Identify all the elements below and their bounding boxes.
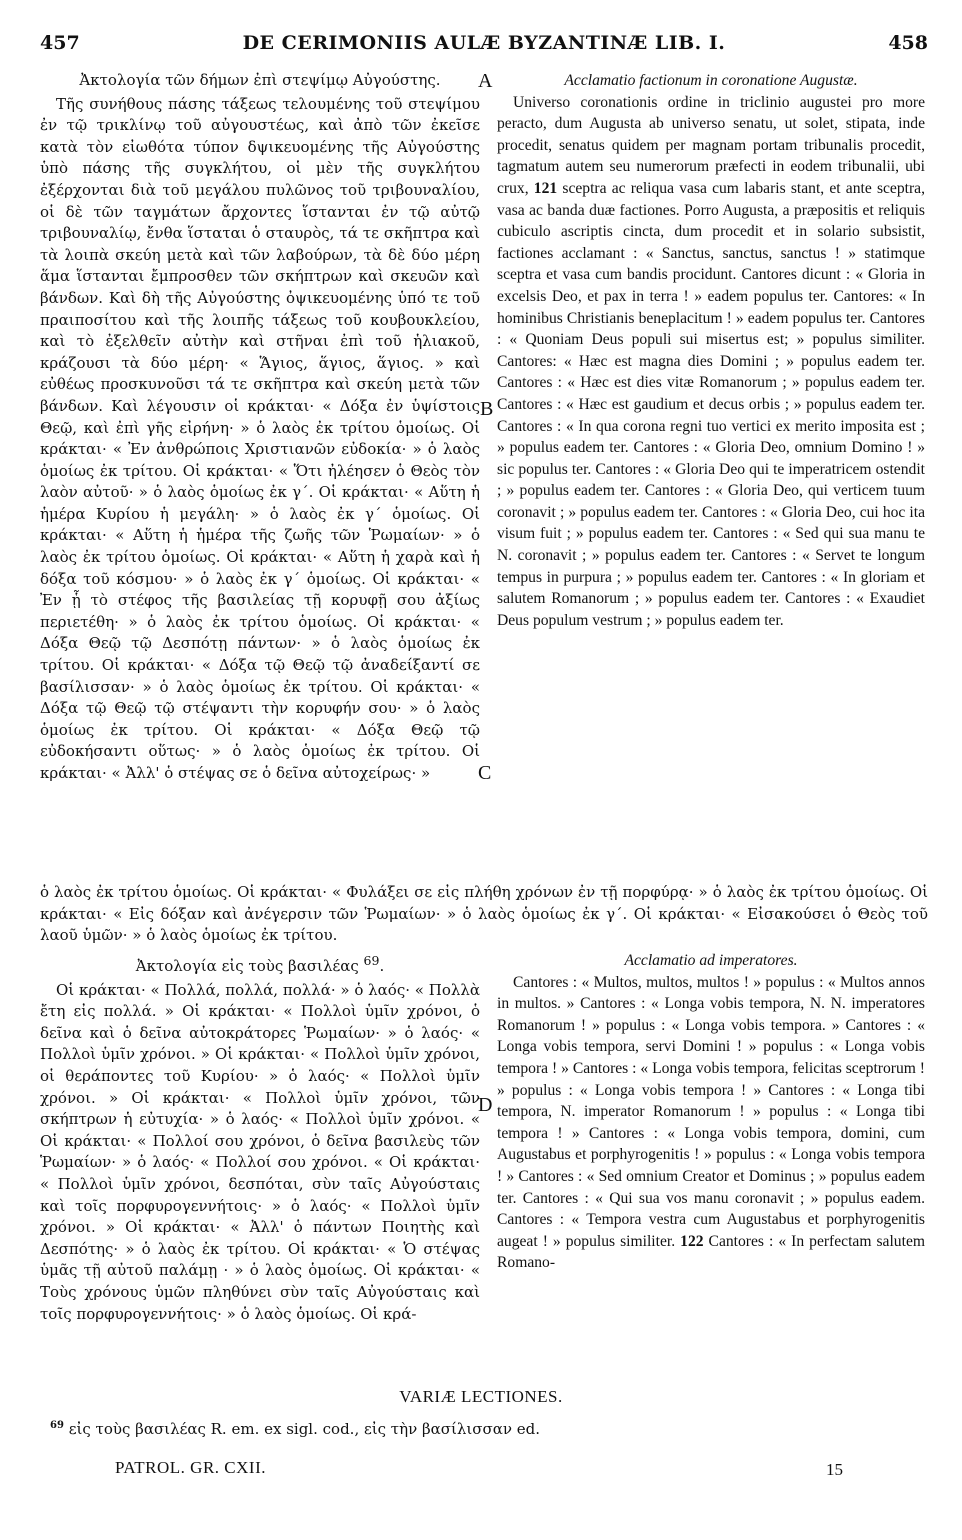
running-title: DE CERIMONIIS AULÆ BYZANTINÆ LIB. I. (242, 32, 726, 54)
greek-paragraph-augusta: Τῆς συνήθους πάσης τάξεως τελουμένης τοῦ στεψίμου ἐν τῷ τρικλίνῳ τοῦ αὐγουστέως, καὶ ἀπὸ τῶν ἐκεῖσε κατὰ τὸν εἰωθότα τύπον δψικευομένης τῆς Αὐγούστης ὑπὸ πάσης τῆς συγκλήτου, οἱ μὲν τῆς συγκλήτου ἐξέρχονται διὰ τοῦ μεγάλου πυλῶνος τοῦ τριβουναλίου, οἱ δὲ τῶν ταγμάτων ἄρχοντες ἵστανται ἐν τῷ αὐτῷ τριβουναλίῳ, ἔνθα ἵσταται ὁ σταυρὸς, τά τε σκῆπτρα καὶ τὰ λοιπὰ σκεύη μετὰ καὶ τῶν λαβούρων, τὰ δὲ δύο μέρη ἅμα ἵστανται ἔμπροσθεν τῶν σκήπτρων καὶ σκευῶν καὶ βάνδων. Καὶ δὴ τῆς Αὐγούστης ὀψικευομένης ὑπό τε τοῦ πραιποσίτου καὶ τῆς λοιπῆς τάξεως τοῦ κουβουκλείου, καὶ τὸ ἐξελθεῖν αὐτὴν καὶ στῆναι ἐπὶ τοῦ ἡλιακοῦ, κράζουσι τὰ δύο μέρη· « Ἅγιος, ἅγιος, ἅγιος. » καὶ εὐθέως προσκυνοῦσι τά τε σκῆπτρα καὶ σκεύη μετὰ τῶν βάνδων. Καὶ λέγουσιν οἱ κράκται· « Δόξα ἐν ὑψίστοις Θεῷ, καὶ ἐπὶ γῆς εἰρήνη· » ὁ λαὸς ἐκ τρίτου ὁμοίως. Οἱ κράκται· « Ἐν ἀνθρώποις Χριστιανῶν εὐδοκία· » ὁ λαὸς ὁμοίως ἐκ τρίτου. Οἱ κράκται· « Ὅτι ἠλέησεν ὁ Θεὸς τὸν λαὸν αὐτοῦ· » ὁ λαὸς ὁμοίως ἐκ γ΄. Οἱ κράκται· « Αὕτη ἡ ἡμέρα Κυρίου ἡ μεγάλη· » ὁ λαὸς ἐκ γ΄ ὁμοίως. Οἱ κράκται· « Αὕτη ἡ ἡμέρα τῆς ζωῆς τῶν Ῥωμαίων· » ὁ λαὸς ἐκ τρίτου ὁμοίως. Οἱ κράκται· « Αὕτη ἡ χαρὰ καὶ ἡ δόξα τοῦ κόσμου· » ὁ λαὸς ἐκ γ΄ ὁμοίως. Οἱ κράκται· « Ἐν ᾗ τὸ στέφος τῆς βασιλείας τῇ κορυφῇ σου ἀξίως περιετέθη· » ὁ λαὸς ἐκ τρίτου ὁμοίως. Οἱ κράκται· « Δόξα Θεῷ τῷ Δεσπότῃ πάντων· » ὁ λαὸς ὁμοίως ἐκ τρίτου. Οἱ κράκται· « Δόξα τῷ Θεῷ τῷ ἀναδείξαντί σε βασίλισσαν· » ὁ λαὸς ὁμοίως ἐκ τρίτου. Οἱ κράκται· « Δόξα τῷ Θεῷ τῷ στέψαντι τὴν κορυφήν σου· » ὁ λαὸς ὁμοίως ἐκ τρίτου. Οἱ κράκται· « Δόξα Θεῷ τῷ εὐδοκήσαντι οὕτως· » ὁ λαὸς ὁμοίως ἐκ τρίτου. Οἱ κράκται· « Ἀλλ' ὁ στέψας σε ὁ δεῖνα αὐτοχείρως· » (40, 94, 480, 782)
full-width-greek-line: ὁ λαὸς ἐκ τρίτου ὁμοίως. Οἱ κράκται· « Φυλάξει σε εἰς πλήθη χρόνων ἐν τῇ πορφύρᾳ· » ὁ λαὸς ἐκ τρίτου ὁμοίως. Οἱ κράκται· « Εἰς δόξαν καὶ ἀνέγερσιν τῶν Ῥωμαίων· » ὁ λαὸς ὁμοίως ἐκ γ΄. Οἱ κράκται· « Εἰσακούσει ὁ Θεὸς τοῦ λαοῦ ὑμῶν· » ὁ λαὸς ὁμοίως ἐκ τρίτου. (40, 883, 928, 945)
latin-paragraph-part: sceptra ac reliqua vasa cum labaris stant, et ante sceptra, vasa ac banda duæ factiones. Porro Augusta, a præpositis et reliquis cubiculo ascriptis cincta, dum procedit et in solario subsistit, factiones acclamant : « Sanctus, sanctus, sanctus ! » statimque sceptra et vasa cum bandis procidunt. Cantores dicunt : « Gloria in excelsis Deo, et pax in terra ! » eadem populus ter. Cantores: « In hominibus Christianis beneplacitum ! » eadem populus ter. Cantores : « Quoniam Deus populi sui misertus est; » populus similiter. Cantores: « Hæc est magna dies Domini ; » populus eadem ter. Cantores : « Hæc est dies vitæ Romanorum ; » populus eadem ter. Cantores : « Hæc est gaudium et decus orbis ; » populus eadem ter. Cantores : « In qua corona regni tuo vertici ex merito imposita est ; » populus eadem ter. Cantores : « Gloria Deo, omnium Domino ! » sic populus ter. Cantores : « Gloria Deo qui te imperatricem ostendit ; » populus eadem ter. Cantores : « Gloria Deo, qui verticem tuum coronavit ; » populus eadem ter. Cantores : « Gloria Deo, cui hoc ita visum fuit ; » populus eadem ter. Cantores : « Sed qui sua manu te N. coronavit ; » populus eadem ter. Cantores : « Servet te longum tempus in purpura ; » populus eadem ter. Cantores : « In gloriam et salutem Romanorum ; » populus eadem ter. Cantores : « Exaudiet Deus populum vestrum ; » populus eadem ter. (497, 179, 925, 629)
variae-lectiones-note (50, 1420, 900, 1438)
footnote-ref-69: 69 (363, 953, 380, 968)
latin-paragraph-augusta (497, 92, 925, 632)
page-number-right: 458 (888, 32, 928, 54)
latin-paragraph-part: Cantores : « Multos, multos, multos ! » populus : « Multos annos in multos. » Cantores : « Longa vobis tempora, N. N. imperatores Romanorum ! » populus : « Longa vobis tempora. » Cantores : « Longa vobis tempora, servi Domini ! » populus : « Longa vobis tempora ! » Cantores : « Longa vobis tempora, felicitas sceptrorum ! » populus : « Longa vobis tempora ! » Cantores : « Longa tibi tempora, N. imperator Romanorum ! » populus : « Longa tibi tempora ! » Cantores : « Longa vobis tempora, domini, cum Augustabus et porphyrogenitis ! » populus : « Longa vobis tempora ! » Cantores : « Sed omnium Creator et Dominus ; » populus eadem ter. Cantores : « Qui sua vos manu coronavit ; » populus eadem. Cantores : « Tempora vestra cum Augustabus et porphyrogenitis augeat ! » populus similiter. (497, 973, 925, 1250)
latin-column (497, 70, 925, 631)
greek-heading-augusta: Ἀκτολογία τῶν δήμων ἐπὶ στεψίμῳ Αὐγούστης. (79, 71, 441, 89)
greek-paragraph-emperors: Οἱ κράκται· « Πολλά, πολλά, πολλά· » ὁ λαός· « Πολλὰ ἔτη εἰς πολλά. » Οἱ κράκται· « Πολλοὶ ὑμῖν χρόνοι, ὁ δεῖνα καὶ ὁ δεῖνα αὐτοκράτορες Ῥωμαίων· » ὁ λαός· « Πολλοὶ ὑμῖν χρόνοι. » Οἱ κράκται· « Πολλοὶ ὑμῖν χρόνοι, οἱ θεράποντες τοῦ Κυρίου· » ὁ λαός· « Πολλοὶ ὑμῖν χρόνοι. » Οἱ κράκται· « Πολλοὶ ὑμῖν χρόνοι, τῶν σκήπτρων ἡ εὐτυχία· » ὁ λαός· « Πολλοὶ ὑμῖν χρόνοι. « Οἱ κράκται· « Πολλοί σου χρόνοι, ὁ δεῖνα βασιλεὺς τῶν Ῥωμαίων· » ὁ λαός· « Πολλοί σου χρόνοι. « Οἱ κράκται· « Πολλοὶ ὑμῖν χρόνοι, δεσπόται, σὺν ταῖς Αὐγούσταις καὶ τοῖς πορφυρογεννήτοις· » ὁ λαός· « Πολλοὶ ὑμῖν χρόνοι. » Οἱ κράκται· « Ἀλλ' ὁ πάντων Ποιητὴς καὶ Δεσπότης· » ὁ λαὸς ἐκ τρίτου. Οἱ κράκται· « Ὁ στέψας ὑμᾶς τῇ αὐτοῦ παλάμῃ · » ὁ λαὸς ὁμοίως. Οἱ κράκται· « Τοὺς χρόνους ὑμῶν πληθύνει σὺν ταῖς Αὐγούσταις καὶ τοῖς πορφυρογεννήτοις· » ὁ λαὸς ὁμοίως. Οἱ κρά- (40, 980, 480, 1323)
margin-marker-a: A (478, 70, 493, 92)
page-footer (40, 1458, 928, 1486)
latin-paragraph-part: Cantores : « In perfectam salutem Romano- (497, 1232, 925, 1272)
margin-marker-c: C (478, 762, 492, 784)
greek-heading-text: Ἀκτολογία εἰς τοὺς βασιλέας (135, 957, 359, 975)
greek-heading-emperors: Ἀκτολογία εἰς τοὺς βασιλέας $^{69}$. (135, 953, 385, 975)
note-text: εἰς τοὺς βασιλέας R. em. ex sigl. cod., εἰς τὴν βασίλισσαν ed. (68, 1420, 541, 1438)
signature-number: 15 (826, 1460, 843, 1479)
patrologia-volume: PATROL. GR. CXII. (115, 1458, 266, 1477)
column-number-122: 122 (680, 1232, 704, 1250)
latin-paragraph-emperors (497, 972, 925, 1274)
latin-paragraph-part: Universo coronationis ordine in triclinio augustei pro more peracto, dum Augusta ab universo senatu, ut solet, stipata, inde procedit, senatus quidem per magnam portam tribunalis procedit, tagmatum autem seu numerorum præfecti in eodem tribunalii, ubi crux, (497, 93, 925, 197)
latin-heading-emperors: Acclamatio ad imperatores. (624, 952, 798, 969)
page-header (40, 32, 928, 60)
margin-marker-d: D (478, 1094, 493, 1116)
variae-lectiones-title: VARIÆ LECTIONES. (399, 1387, 563, 1406)
column-number-121: 121 (533, 179, 558, 197)
latin-column-lower (497, 950, 925, 1274)
greek-column-lower (40, 950, 480, 1325)
greek-column (40, 70, 480, 785)
latin-heading-augusta: Acclamatio factionum in coronatione Augustæ. (564, 72, 858, 89)
margin-marker-b: B (480, 398, 494, 420)
page-number-left: 457 (40, 32, 80, 54)
note-number: 69 (50, 1420, 64, 1431)
